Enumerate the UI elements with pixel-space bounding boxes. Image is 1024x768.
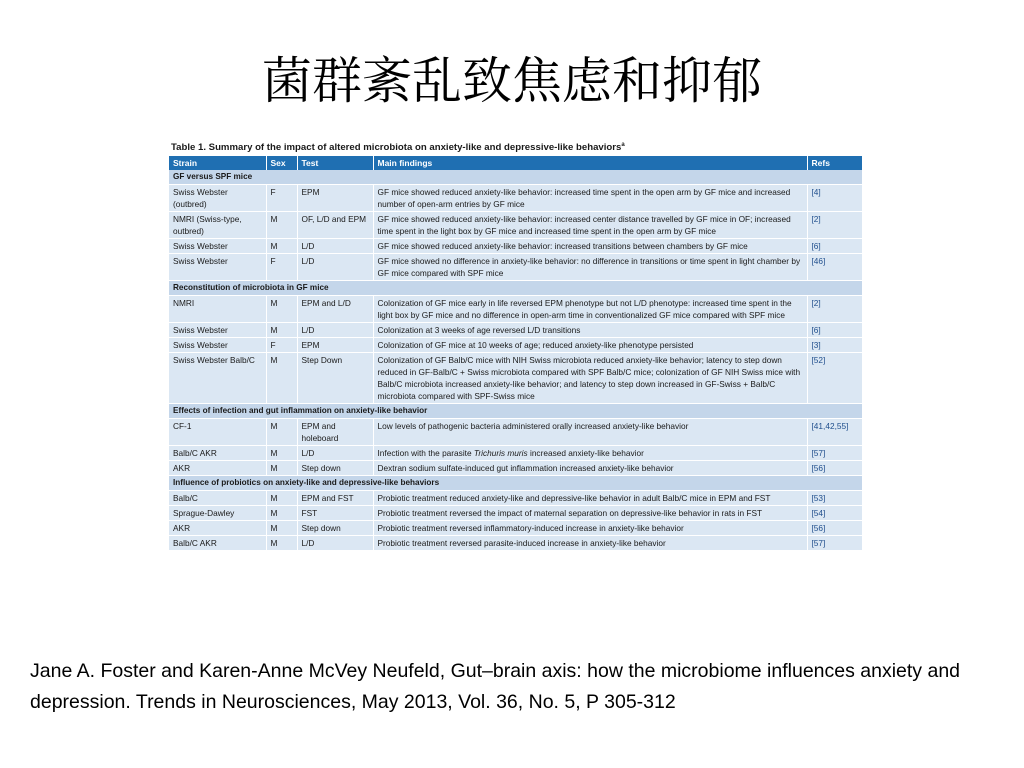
- cell-strain: Swiss Webster Balb/C: [169, 353, 266, 404]
- table-row: [169, 461, 862, 476]
- cell-main-findings: Probiotic treatment reversed the impact of maternal separation on depressive-like behavior in rats in FST: [373, 506, 807, 521]
- cell-test: EPM: [297, 185, 373, 212]
- cell-strain: Swiss Webster: [169, 239, 266, 254]
- section-row: [169, 404, 862, 419]
- cell-test: EPM: [297, 338, 373, 353]
- cell-main-findings: GF mice showed reduced anxiety-like behavior: increased transitions between chambers by GF mice: [373, 239, 807, 254]
- cell-strain: Balb/C AKR: [169, 446, 266, 461]
- cell-test: EPM and FST: [297, 491, 373, 506]
- cell-test: L/D: [297, 239, 373, 254]
- section-row: [169, 476, 862, 491]
- table-row: [169, 212, 862, 239]
- summary-table: [169, 156, 863, 551]
- section-heading: Influence of probiotics on anxiety-like and depressive-like behaviors: [169, 476, 862, 491]
- cell-sex: M: [266, 323, 297, 338]
- section-heading: Effects of infection and gut inflammation on anxiety-like behavior: [169, 404, 862, 419]
- table-row: [169, 491, 862, 506]
- cell-refs: [56]: [807, 461, 862, 476]
- cell-refs: [3]: [807, 338, 862, 353]
- cell-sex: M: [266, 446, 297, 461]
- cell-strain: Balb/C: [169, 491, 266, 506]
- finding-species-name: Trichuris muris: [473, 448, 528, 458]
- cell-strain: Sprague-Dawley: [169, 506, 266, 521]
- cell-strain: Balb/C AKR: [169, 536, 266, 551]
- cell-sex: M: [266, 521, 297, 536]
- cell-main-findings: Probiotic treatment reversed parasite-induced increase in anxiety-like behavior: [373, 536, 807, 551]
- table-row: [169, 296, 862, 323]
- cell-main-findings: Low levels of pathogenic bacteria administered orally increased anxiety-like behavior: [373, 419, 807, 446]
- cell-test: EPM and holeboard: [297, 419, 373, 446]
- cell-main-findings: GF mice showed no difference in anxiety-like behavior: no difference in transitions or time spent in light chamber by GF mice compared with SPF mice: [373, 254, 807, 281]
- table-row: [169, 323, 862, 338]
- table-row: [169, 353, 862, 404]
- cell-sex: M: [266, 461, 297, 476]
- cell-main-findings: Colonization of GF Balb/C mice with NIH Swiss microbiota reduced anxiety-like behavior; latency to step down reduced in GF-Balb/C + Swiss microbiota compared with SPF Balb/C mice; colonization of GF NIH Swiss mice with Balb/C microbiota increased anxiety-like behavior; and latency to step down increased in GF-Swiss + Balb/C microbiota compared with SPF-Swiss mice: [373, 353, 807, 404]
- cell-sex: F: [266, 338, 297, 353]
- cell-strain: Swiss Webster (outbred): [169, 185, 266, 212]
- section-row: [169, 281, 862, 296]
- header-main-findings: Main findings: [373, 156, 807, 170]
- table-caption-text: Table 1. Summary of the impact of altered microbiota on anxiety-like and depressive-like behaviors: [171, 142, 622, 154]
- table-caption-footnote-mark: a: [621, 142, 625, 148]
- cell-refs: [52]: [807, 353, 862, 404]
- cell-sex: F: [266, 254, 297, 281]
- table-row: [169, 521, 862, 536]
- cell-refs: [54]: [807, 506, 862, 521]
- cell-test: Step down: [297, 461, 373, 476]
- cell-refs: [46]: [807, 254, 862, 281]
- cell-strain: Swiss Webster: [169, 338, 266, 353]
- finding-text: increased anxiety-like behavior: [527, 448, 644, 458]
- cell-sex: M: [266, 212, 297, 239]
- cell-strain: Swiss Webster: [169, 323, 266, 338]
- cell-refs: [4]: [807, 185, 862, 212]
- cell-refs: [57]: [807, 446, 862, 461]
- cell-main-findings: Colonization of GF mice at 10 weeks of age; reduced anxiety-like phenotype persisted: [373, 338, 807, 353]
- cell-test: Step Down: [297, 353, 373, 404]
- section-row: [169, 170, 862, 185]
- header-refs: Refs: [807, 156, 862, 170]
- table-row: [169, 254, 862, 281]
- table-row: [169, 185, 862, 212]
- cell-strain: CF-1: [169, 419, 266, 446]
- cell-test: L/D: [297, 536, 373, 551]
- cell-main-findings: Probiotic treatment reversed inflammatory-induced increase in anxiety-like behavior: [373, 521, 807, 536]
- cell-sex: F: [266, 185, 297, 212]
- cell-main-findings: Colonization at 3 weeks of age reversed L/D transitions: [373, 323, 807, 338]
- cell-sex: M: [266, 353, 297, 404]
- table-row: [169, 446, 862, 461]
- cell-main-findings: Dextran sodium sulfate-induced gut inflammation increased anxiety-like behavior: [373, 461, 807, 476]
- cell-sex: M: [266, 536, 297, 551]
- cell-sex: M: [266, 296, 297, 323]
- table-row: [169, 536, 862, 551]
- header-strain: Strain: [169, 156, 266, 170]
- table-header-row: [169, 156, 862, 170]
- section-heading: Reconstitution of microbiota in GF mice: [169, 281, 862, 296]
- cell-main-findings: Colonization of GF mice early in life reversed EPM phenotype but not L/D phenotype: increased time spent in the light box by GF mice and no difference in open-arm time in conventionalized GF mice compared with SPF mice: [373, 296, 807, 323]
- cell-test: OF, L/D and EPM: [297, 212, 373, 239]
- cell-sex: M: [266, 419, 297, 446]
- cell-strain: AKR: [169, 461, 266, 476]
- cell-refs: [2]: [807, 212, 862, 239]
- table-row: [169, 506, 862, 521]
- cell-refs: [57]: [807, 536, 862, 551]
- citation-text: Jane A. Foster and Karen-Anne McVey Neufeld, Gut–brain axis: how the microbiome influences anxiety and depression. Trends in Neurosciences, May 2013, Vol. 36, No. 5, P 305-312: [30, 660, 961, 713]
- cell-test: FST: [297, 506, 373, 521]
- cell-sex: M: [266, 239, 297, 254]
- cell-main-findings: [373, 446, 807, 461]
- cell-strain: AKR: [169, 521, 266, 536]
- cell-test: L/D: [297, 323, 373, 338]
- cell-main-findings: GF mice showed reduced anxiety-like behavior: increased time spent in the open arm by GF mice and increased number of open-arm entries by GF mice: [373, 185, 807, 212]
- cell-sex: M: [266, 506, 297, 521]
- header-sex: Sex: [266, 156, 297, 170]
- cell-strain: NMRI (Swiss-type, outbred): [169, 212, 266, 239]
- cell-strain: Swiss Webster: [169, 254, 266, 281]
- table-caption: [169, 137, 862, 156]
- cell-refs: [41,42,55]: [807, 419, 862, 446]
- cell-test: L/D: [297, 446, 373, 461]
- table-row: [169, 419, 862, 446]
- cell-sex: M: [266, 491, 297, 506]
- slide-title: 菌群紊乱致焦虑和抑郁: [262, 52, 762, 110]
- cell-test: EPM and L/D: [297, 296, 373, 323]
- cell-test: Step down: [297, 521, 373, 536]
- finding-text: Infection with the parasite: [377, 448, 474, 458]
- table-row: [169, 239, 862, 254]
- cell-refs: [53]: [807, 491, 862, 506]
- table-row: [169, 338, 862, 353]
- cell-refs: [2]: [807, 296, 862, 323]
- cell-refs: [56]: [807, 521, 862, 536]
- table-figure: [169, 137, 862, 551]
- table-body: [169, 170, 862, 551]
- cell-strain: NMRI: [169, 296, 266, 323]
- header-test: Test: [297, 156, 373, 170]
- cell-main-findings: Probiotic treatment reduced anxiety-like and depressive-like behavior in adult Balb/C mice in EPM and FST: [373, 491, 807, 506]
- cell-main-findings: GF mice showed reduced anxiety-like behavior: increased center distance travelled by GF mice in OF; increased time spent in the light box by GF mice and increased time spent in the open arm by GF mice: [373, 212, 807, 239]
- section-heading: GF versus SPF mice: [169, 170, 862, 185]
- cell-refs: [6]: [807, 239, 862, 254]
- cell-test: L/D: [297, 254, 373, 281]
- cell-refs: [6]: [807, 323, 862, 338]
